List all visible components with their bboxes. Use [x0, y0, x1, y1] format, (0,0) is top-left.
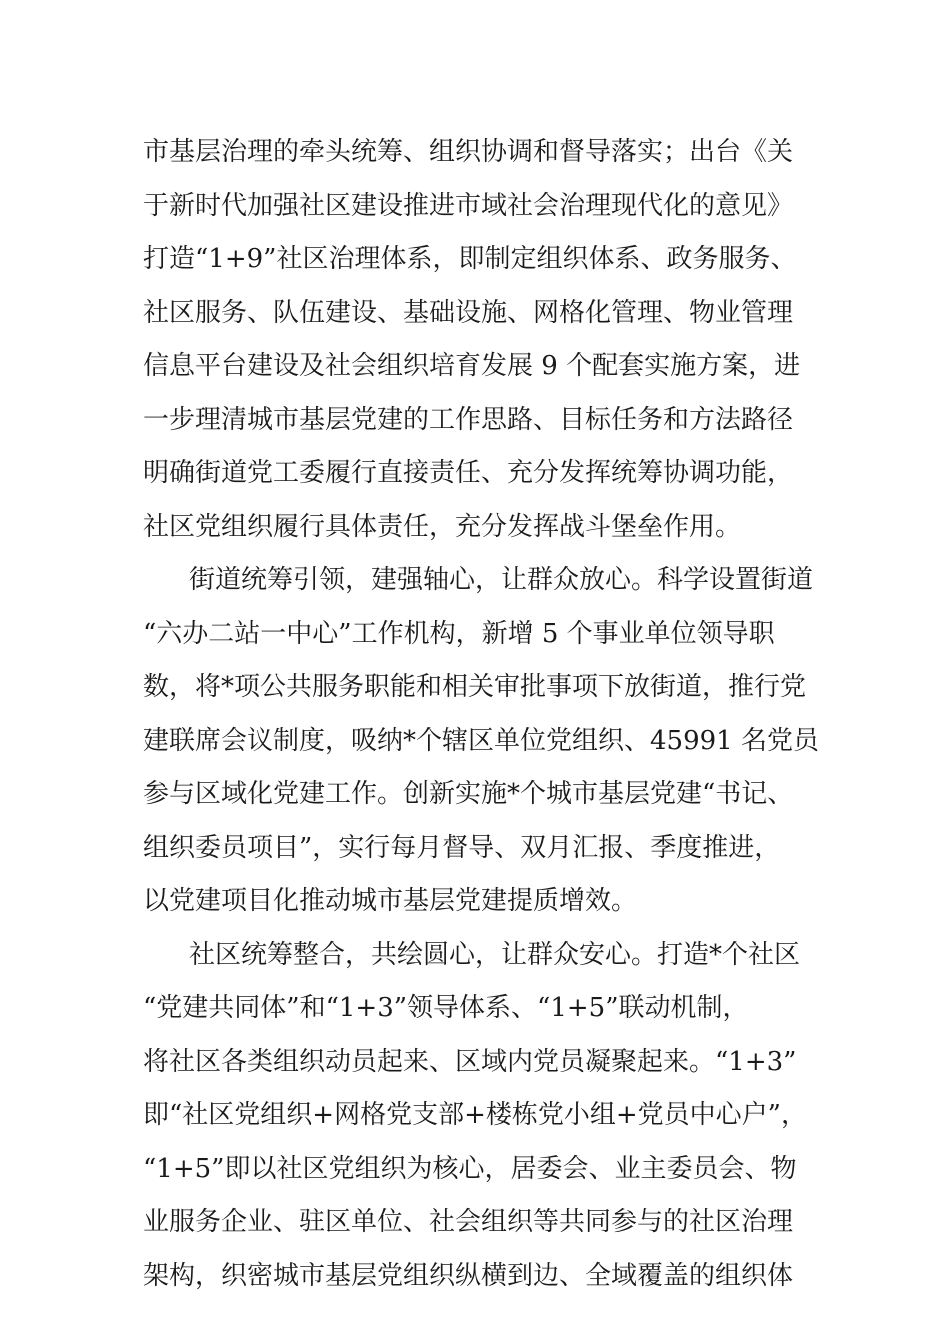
- text-line: 参与区域化党建工作。创新实施*个城市基层党建“书记、: [143, 779, 794, 809]
- paragraph: [143, 554, 819, 929]
- text-line: “六办二站一中心”工作机构，新增 5 个事业单位领导职: [143, 618, 775, 649]
- text-line: 于新时代加强社区建设推进市域社会治理现代化的意见》: [143, 190, 794, 221]
- text-line: 即“社区党组织+网格党支部+楼栋党小组+党员中心户”，: [143, 1100, 807, 1130]
- text-line: 信息平台建设及社会组织培育发展 9 个配套实施方案，进: [143, 351, 801, 381]
- text-line: 明确街道党工委履行直接责任、充分发挥统筹协调功能，: [143, 458, 794, 488]
- text-line: 业服务企业、驻区单位、社会组织等共同参与的社区治理: [143, 1207, 794, 1237]
- text-line: 街道统筹引领，建强轴心，让群众放心。科学设置街道: [189, 565, 814, 595]
- text-line: 将社区各类组织动员起来、区域内党员凝聚起来。“1+3”: [143, 1046, 797, 1077]
- text-line: “1+5”即以社区党组织为核心，居委会、业主委员会、物: [143, 1153, 797, 1184]
- text-line: 市基层治理的牵头统筹、组织协调和督导落实；出台《关: [143, 137, 794, 167]
- text-line: 以党建项目化推动城市基层党建提质增效。: [143, 886, 638, 916]
- text-line: 打造“1+9”社区治理体系，即制定组织体系、政务服务、: [143, 244, 797, 274]
- text-line: “党建共同体”和“1+3”领导体系、“1+5”联动机制，: [143, 993, 749, 1023]
- text-line: 数，将*项公共服务职能和相关审批事项下放街道，推行党: [143, 672, 807, 702]
- paragraph: [143, 126, 813, 554]
- text-line: 架构，织密城市基层党组织纵横到边、全域覆盖的组织体: [143, 1260, 794, 1291]
- text-line: 社区服务、队伍建设、基础设施、网格化管理、物业管理: [143, 297, 794, 328]
- text-line: 组织委员项目”，实行每月督导、双月汇报、季度推进，: [143, 832, 781, 863]
- text-line: 社区党组织履行具体责任，充分发挥战斗堡垒作用。: [143, 511, 742, 542]
- paragraph: [143, 929, 813, 1304]
- text-line: 一步理清城市基层党建的工作思路、目标任务和方法路径: [143, 404, 794, 435]
- document-body: [143, 126, 819, 1303]
- text-line: 社区统筹整合，共绘圆心，让群众安心。打造*个社区: [189, 939, 801, 970]
- text-line: 建联席会议制度，吸纳*个辖区单位党组织、45991 名党员: [143, 725, 819, 756]
